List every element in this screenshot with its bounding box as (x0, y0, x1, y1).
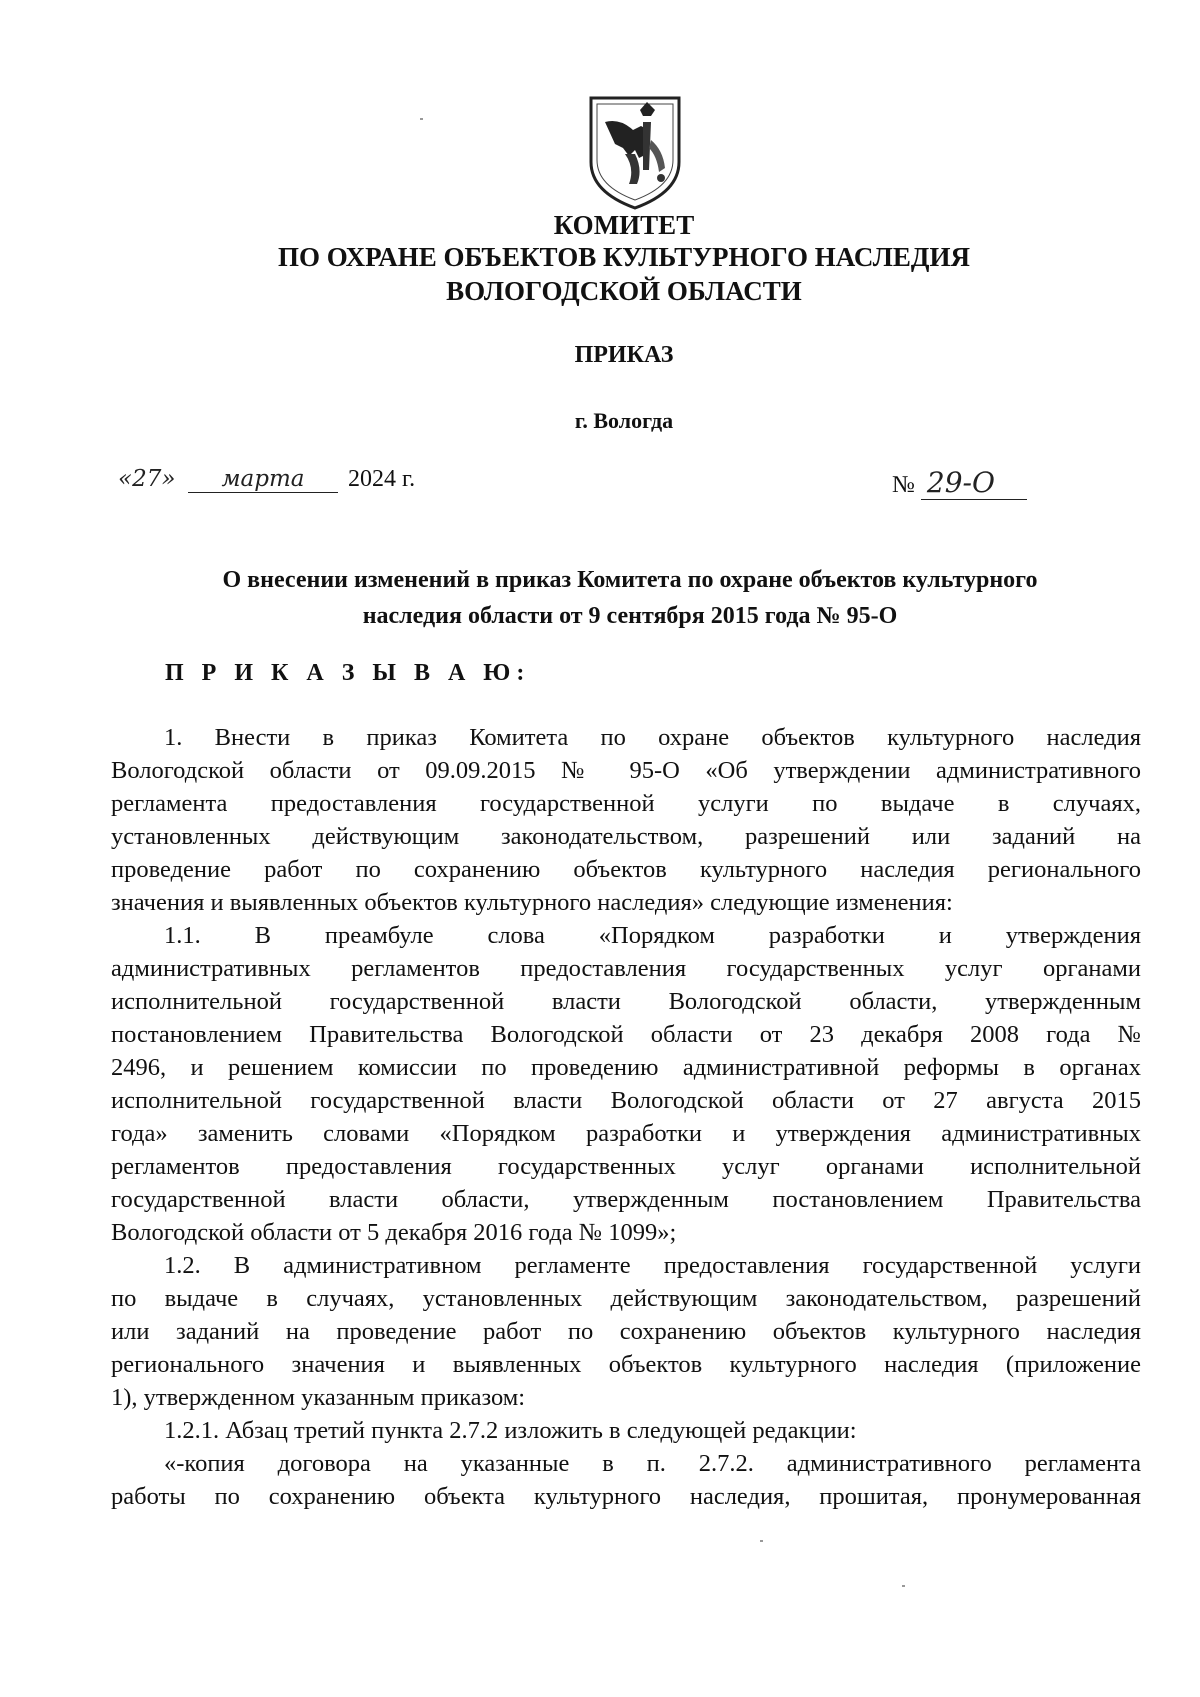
body-line: проведение работ по сохранению объектов культурного наследия регионального (111, 856, 1141, 883)
coat-of-arms-emblem (585, 92, 685, 212)
body-line: 1.1. В преамбуле слова «Порядком разработки и утверждения (164, 922, 1141, 949)
org-name-line-2: ПО ОХРАНЕ ОБЪЕКТОВ КУЛЬТУРНОГО НАСЛЕДИЯ (278, 242, 970, 272)
body-line: регламентов предоставления государственных услуг органами исполнительной (111, 1153, 1141, 1180)
body-line: установленных действующим законодательством, разрешений или заданий на (111, 823, 1141, 850)
body-line: 1.2.1. Абзац третий пункта 2.7.2 изложить в следующей редакции: (164, 1417, 857, 1444)
body-line: 2496, и решением комиссии по проведению административной реформы в органах (111, 1054, 1141, 1081)
order-date (118, 466, 415, 493)
number-label: № (892, 472, 915, 498)
body-line: работы по сохранению объекта культурного наследия, прошитая, пронумерованная (111, 1483, 1141, 1510)
order-directive-heading: П Р И К А З Ы В А Ю: (165, 660, 531, 686)
date-year: 2024 г. (348, 466, 416, 492)
body-line: регионального значения и выявленных объектов культурного наследия (приложение (111, 1351, 1141, 1378)
date-day-handwritten: «27» (118, 466, 176, 492)
scan-speck (420, 118, 423, 120)
scan-speck (902, 1585, 905, 1587)
org-name-line-3: ВОЛОГОДСКОЙ ОБЛАСТИ (446, 276, 802, 306)
order-subject (140, 562, 1120, 634)
body-line: 1), утвержденном указанным приказом: (111, 1384, 526, 1411)
order-body (111, 721, 1141, 1513)
body-line: государственной власти области, утвержденным постановлением Правительства (111, 1186, 1141, 1213)
body-line: года» заменить словами «Порядком разработки и утверждения административных (111, 1120, 1141, 1147)
body-line: значения и выявленных объектов культурного наследия» следующие изменения: (111, 889, 953, 916)
body-line: 1. Внести в приказ Комитета по охране объектов культурного наследия (164, 724, 1141, 751)
body-line: постановлением Правительства Вологодской области от 23 декабря 2008 года № (111, 1021, 1141, 1048)
body-line: административных регламентов предоставления государственных услуг органами (111, 955, 1141, 982)
subject-line-1: О внесении изменений в приказ Комитета по охране объектов культурного (222, 567, 1038, 593)
body-line: по выдаче в случаях, установленных действующим законодательством, разрешений (111, 1285, 1141, 1312)
body-line: «-копия договора на указанные в п. 2.7.2. административного регламента (164, 1450, 1141, 1477)
org-name-line-1: КОМИТЕТ (553, 210, 695, 240)
city-line: г. Вологда (574, 408, 674, 433)
document-type-title: ПРИКАЗ (574, 342, 674, 368)
subject-line-2: наследия области от 9 сентября 2015 года № 95-О (362, 603, 898, 629)
order-number (892, 466, 1027, 500)
body-line: Вологодской области от 09.09.2015 № 95-О «Об утверждении административного (111, 757, 1141, 784)
body-line: или заданий на проведение работ по сохранению объектов культурного наследия (111, 1318, 1141, 1345)
date-month-handwritten: марта (188, 466, 338, 493)
body-line: 1.2. В административном регламенте предоставления государственной услуги (164, 1252, 1141, 1279)
body-line: регламента предоставления государственной услуги по выдаче в случаях, (111, 790, 1141, 817)
number-handwritten: 29-О (921, 466, 1027, 500)
body-line: Вологодской области от 5 декабря 2016 года № 1099»; (111, 1219, 677, 1246)
body-line: исполнительной государственной власти Вологодской области, утвержденным (111, 988, 1141, 1015)
scan-speck (760, 1540, 763, 1542)
body-line: исполнительной государственной власти Вологодской области от 27 августа 2015 (111, 1087, 1141, 1114)
